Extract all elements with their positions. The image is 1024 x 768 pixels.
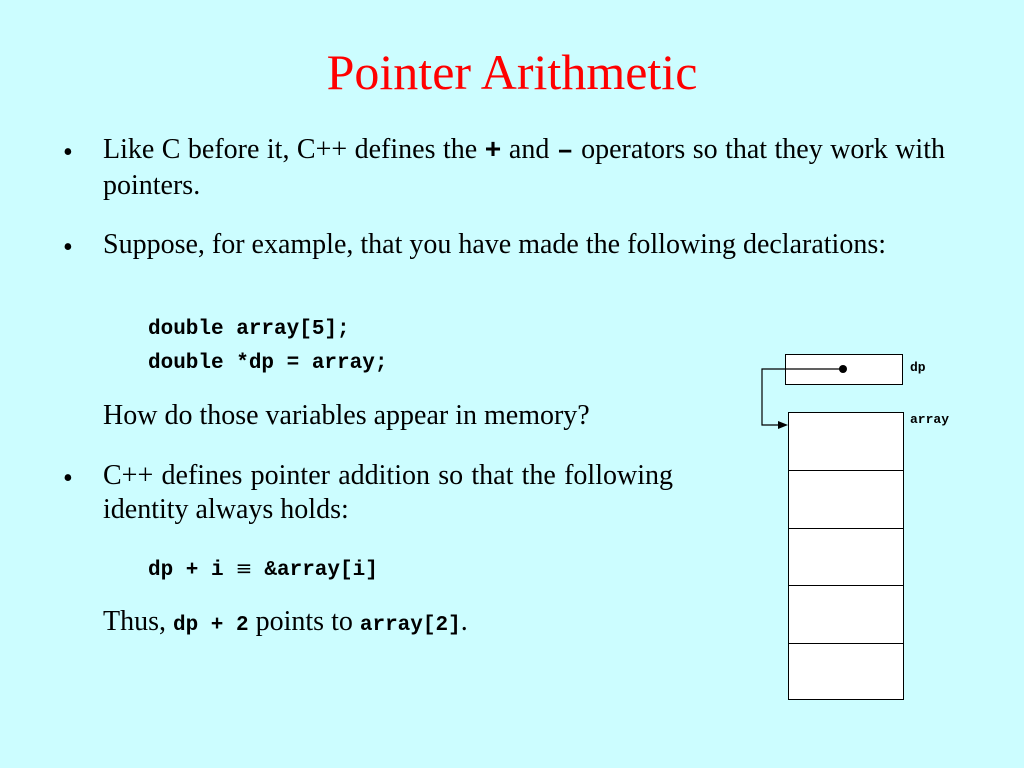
bullet-marker: • — [63, 137, 73, 168]
pointer-line — [762, 369, 843, 425]
dp-label: dp — [910, 360, 926, 375]
code-line-2: double *dp = array; — [148, 352, 388, 375]
bullet-2-text: Suppose, for example, that you have made the following declarations: — [103, 229, 887, 260]
identity-right: &array[i] — [264, 559, 378, 582]
plus-operator: + — [484, 136, 502, 167]
identity-left: dp + i — [148, 559, 224, 582]
equivalence-symbol: ≡ — [235, 556, 253, 580]
bullet-3-text: C++ defines pointer addition so that the following identity always holds: — [103, 460, 673, 525]
arrow-head-icon — [778, 421, 788, 429]
conclusion-part: Thus, — [103, 606, 173, 637]
bullet-1-part: and — [501, 134, 557, 165]
code-line-1: double array[5]; — [148, 318, 350, 341]
conclusion-code: array[2] — [359, 614, 461, 637]
conclusion-part: . — [460, 606, 468, 637]
slide-title: Pointer Arithmetic — [326, 44, 698, 100]
bullet-marker: • — [63, 463, 73, 494]
array-label: array — [910, 412, 950, 427]
bullet-marker: • — [63, 232, 73, 263]
bullet-1-part: operators so that they work with pointers. — [103, 134, 945, 201]
minus-operator: – — [556, 136, 574, 167]
conclusion-part: points to — [248, 606, 360, 637]
conclusion-code: dp + 2 — [173, 614, 249, 637]
question-text: How do those variables appear in memory? — [103, 400, 590, 431]
bullet-1-part: Like C before it, C++ defines the — [103, 134, 485, 165]
